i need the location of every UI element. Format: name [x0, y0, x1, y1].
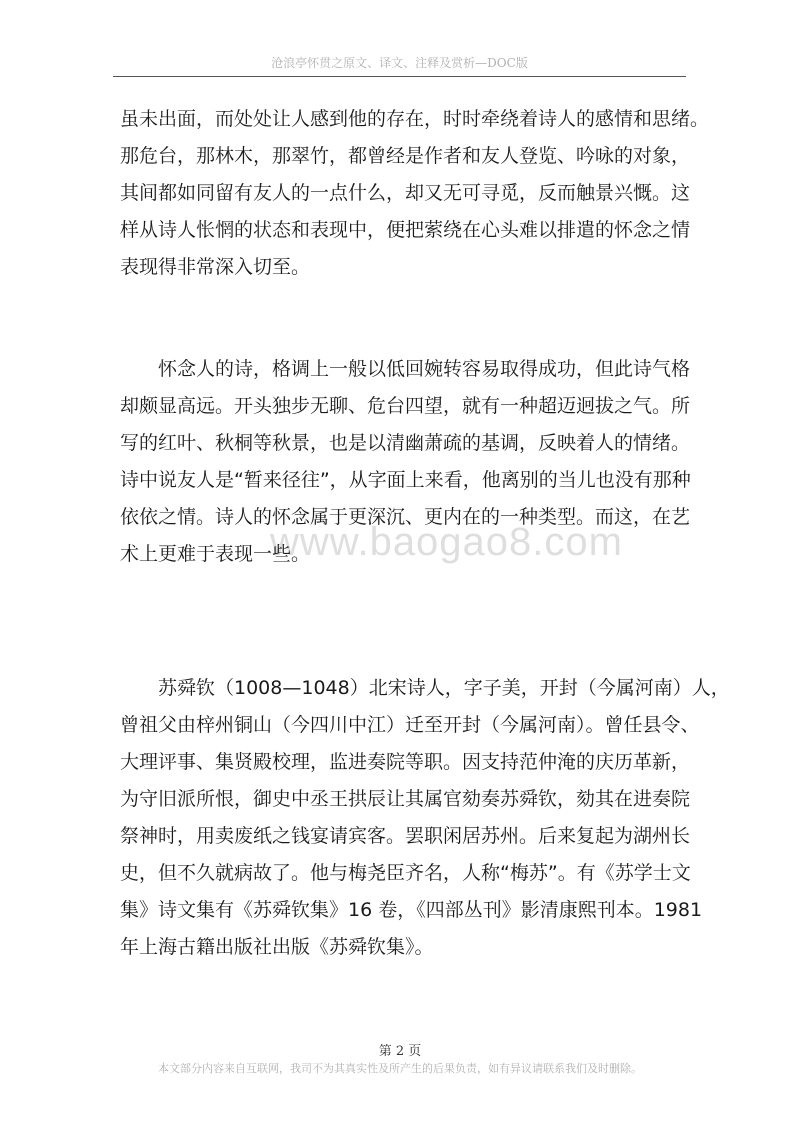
- text-line: 却颇显高远。开头独步无聊、危台四望，就有一种超迈迥拔之气。所: [120, 395, 691, 417]
- text-line: 史，但不久就病故了。他与梅尧臣齐名，人称“梅苏”。有《苏学士文: [120, 862, 691, 884]
- paragraph-3: [120, 670, 730, 966]
- paragraph-1: [120, 101, 710, 286]
- text-line: 集》诗文集有《苏舜钦集》16 卷，《四部丛刊》影清康熙刊本。1981: [120, 899, 703, 921]
- page-header: [113, 50, 686, 77]
- header-title: 沧浪亭怀贯之原文、译文、注释及赏析—DOC版: [271, 56, 528, 70]
- text-line: 为守旧派所恨，御史中丞王拱辰让其属官劾奏苏舜钦，劾其在进奏院: [120, 788, 691, 810]
- text-line: 年上海古籍出版社出版《苏舜钦集》。: [120, 936, 434, 958]
- text-line: 写的红叶、秋桐等秋景，也是以清幽萧疏的基调，反映着人的情绪。: [120, 432, 691, 454]
- footer-disclaimer: 本文部分内容来自互联网，我司不为其真实性及所产生的后果负责，如有异议请联系我们及时删除。: [158, 1062, 642, 1075]
- watermark: www.baogao8.com: [270, 520, 623, 564]
- text-line: 祭神时，用卖废纸之钱宴请宾客。罢职闲居苏州。后来复起为湖州长: [120, 825, 691, 847]
- text-line: 术上更难于表现一些。: [120, 543, 311, 565]
- text-line: 样从诗人怅惘的状态和表现中，便把萦绕在心头难以排遣的怀念之情: [120, 219, 691, 241]
- text-line: 曾祖父由梓州铜山（今四川中江）迁至开封（今属河南）。曾任县令、: [120, 714, 700, 736]
- text-line: 那危台，那林木，那翠竹，都曾经是作者和友人登览、吟咏的对象，: [120, 145, 691, 167]
- page-number: 第 2 页: [378, 1044, 422, 1059]
- text-line: 表现得非常深入切至。: [120, 256, 311, 278]
- text-line: 大理评事、集贤殿校理，监进奏院等职。因支持范仲淹的庆历革新，: [120, 751, 691, 773]
- text-line: 其间都如同留有友人的一点什么，却又无可寻觅，反而触景兴慨。这: [120, 182, 691, 204]
- text-line: 苏舜钦（1008—1048）北宋诗人，字子美，开封（今属河南）人，: [120, 677, 730, 699]
- text-line: 虽未出面，而处处让人感到他的存在，时时牵绕着诗人的感情和思绪。: [120, 108, 710, 130]
- text-line: 依依之情。诗人的怀念属于更深沉、更内在的一种类型。而这，在艺: [120, 506, 691, 528]
- text-line: 怀念人的诗，格调上一般以低回婉转容易取得成功，但此诗气格: [120, 358, 691, 380]
- text-line: 诗中说友人是“暂来径往”，从字面上来看，他离别的当儿也没有那种: [120, 469, 691, 491]
